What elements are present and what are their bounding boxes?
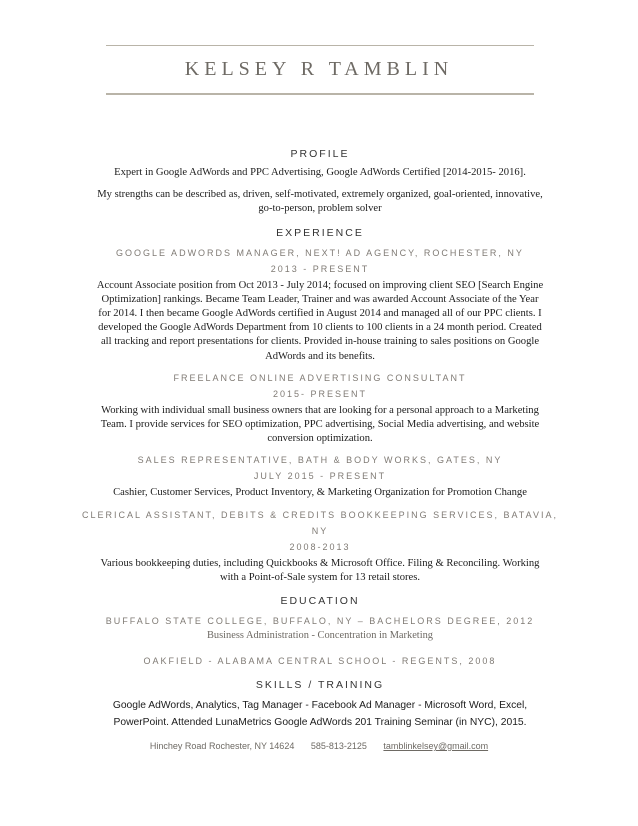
job-date: 2015- PRESENT	[272, 388, 368, 399]
profile-strengths: My strengths can be described as, driven, self-motivated, extremely organized, goal-oriented, innovative, go-to-person, problem solver	[97, 189, 543, 215]
job-title: GOOGLE ADWORDS MANAGER, NEXT! AD AGENCY, ROCHESTER, NY	[116, 247, 524, 258]
skills-heading: SKILLS / TRAINING	[255, 679, 385, 692]
profile-heading: PROFILE	[290, 148, 350, 160]
education-school: OAKFIELD - ALABAMA CENTRAL SCHOOL - REGENTS, 2008	[143, 656, 497, 667]
education-detail: Business Administration - Concentration in Marketing	[207, 630, 433, 642]
resume-body	[82, 148, 558, 731]
education-school: BUFFALO STATE COLLEGE, BUFFALO, NY – BACHELORS DEGREE, 2012	[105, 616, 535, 627]
job-description: Cashier, Customer Services, Product Inventory, & Marketing Organization for Promotion Change	[113, 487, 527, 499]
job-entry	[96, 245, 544, 364]
experience-heading: EXPERIENCE	[276, 226, 364, 239]
job-entry	[82, 507, 558, 585]
contact-address: Hinchey Road Rochester, NY 14624	[149, 741, 295, 751]
top-divider	[106, 45, 534, 46]
job-entry	[96, 452, 544, 500]
job-title: SALES REPRESENTATIVE, BATH & BODY WORKS, GATES, NY	[137, 455, 503, 466]
job-date: JULY 2015 - PRESENT	[253, 471, 387, 482]
contact-footer	[0, 741, 638, 751]
contact-phone: 585-813-2125	[310, 741, 367, 751]
education-heading: EDUCATION	[280, 595, 360, 608]
job-entry	[96, 370, 544, 447]
contact-email-link[interactable]: tamblinkelsey@gmail.com	[383, 741, 489, 751]
job-description: Account Associate position from Oct 2013 - July 2014; focused on improving client SEO [Search Engine Optimization] rankings. Became Team Leader, Trainer and was awarded Account Associate of the Year for 2014. I then became Google AdWords certified in August 2014 and managed all of our PPC clients. I developed the Google AdWords Department from 10 clients to 100 clients in a 24 month period. Created all tracking and report presentations for clients. Provided in-house training to sales positions on Google AdWords and its benefits.	[96, 279, 544, 362]
profile-summary: Expert in Google AdWords and PPC Advertising, Google AdWords Certified [2014-2015- 2016].	[114, 167, 526, 178]
job-description: Working with individual small business owners that are looking for a personal approach to a Marketing Team. I provide services for SEO optimization, PPC advertising, Social Media advertising, and website conversion optimization.	[100, 404, 540, 445]
job-date: 2013 - PRESENT	[270, 263, 370, 274]
header-divider	[106, 93, 534, 95]
resume-name: KELSEY R TAMBLIN	[184, 58, 454, 80]
skills-text: Google AdWords, Analytics, Tag Manager - Facebook Ad Manager - Microsoft Word, Excel, PowerPoint. Attended LunaMetrics Google AdWords 201 Training Seminar (in NYC), 2015.	[112, 700, 528, 729]
job-title: CLERICAL ASSISTANT, DEBITS & CREDITS BOOKKEEPING SERVICES, BATAVIA, NY	[82, 509, 558, 536]
job-title: FREELANCE ONLINE ADVERTISING CONSULTANT	[173, 372, 467, 383]
job-date: 2008-2013	[289, 541, 351, 552]
job-description: Various bookkeeping duties, including Quickbooks & Microsoft Office. Filing & Reconciling. Working with a Point-of-Sale system for 13 retail stores.	[100, 557, 540, 583]
